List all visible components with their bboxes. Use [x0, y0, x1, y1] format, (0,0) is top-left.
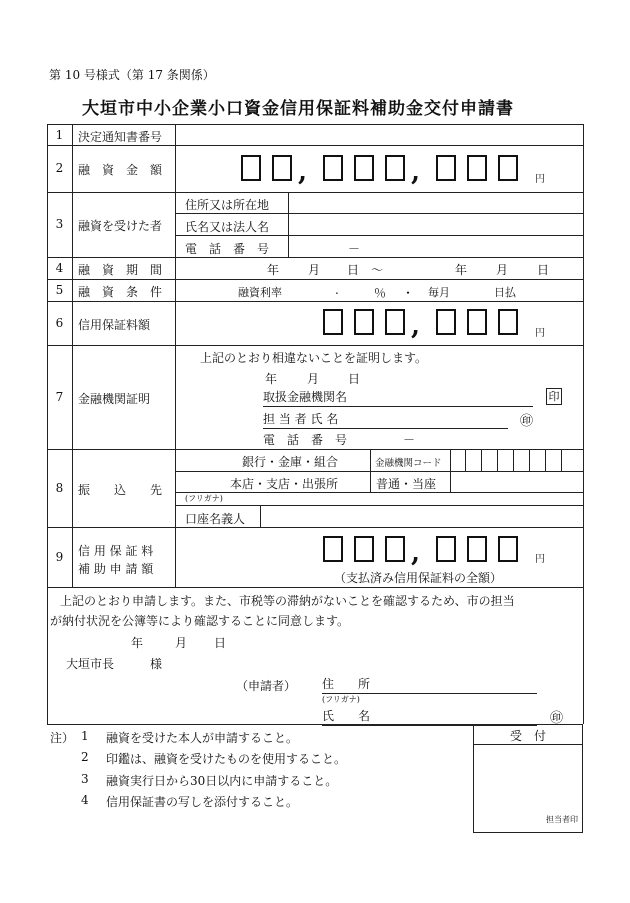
applicant-name-label: 氏 名 [322, 709, 371, 723]
seal-mark: ㊞ [550, 711, 564, 726]
phone-label: 電 話 番 号 [185, 242, 270, 256]
reception-box [473, 724, 583, 833]
certification-statement: 上記のとおり相違ないことを証明します。 [200, 351, 428, 365]
bank-name-field[interactable] [263, 388, 533, 407]
bank-phone-label: 電 話 番 号 [263, 433, 348, 447]
subsidy-note: （支払済み信用保証料の全額） [334, 571, 503, 585]
bank-code-label: 金融機関コード [375, 458, 442, 469]
decl-year: 年 [131, 636, 144, 650]
addressee: 大垣市長 様 [66, 657, 163, 671]
separator: ・ [402, 286, 415, 300]
account-type-options[interactable]: 普通・当座 [376, 477, 437, 491]
note-number: 2 [81, 750, 89, 764]
form-number: 第 10 号様式（第 17 条関係） [49, 68, 215, 82]
to-month: 月 [496, 263, 509, 277]
percent-sign: ％ [374, 286, 387, 300]
row-number: 1 [55, 128, 64, 142]
cert-year: 年 [265, 372, 278, 386]
row-label: 融 資 金 額 [78, 163, 163, 177]
row-number: 3 [55, 217, 64, 231]
row-label: 融 資 条 件 [78, 285, 163, 299]
monthly-label: 毎月 [428, 286, 450, 299]
row-label: 融 資 期 間 [78, 263, 163, 277]
form-title: 大垣市中小企業小口資金信用保証料補助金交付申請書 [82, 99, 514, 119]
furigana-label: (フリガナ) [322, 695, 360, 704]
account-holder-field[interactable] [261, 506, 582, 526]
row-number: 5 [55, 283, 64, 297]
row-number: 9 [55, 550, 64, 564]
name-field[interactable] [290, 215, 582, 233]
note-number: 4 [81, 793, 89, 807]
row-label: 融資を受けた者 [78, 219, 163, 233]
decl-day: 日 [214, 636, 227, 650]
bank-name-label: 取扱金融機関名 [263, 390, 348, 404]
notes-prefix: 注） [50, 731, 75, 745]
staff-seal-label: 担当者印 [546, 815, 578, 824]
to-day: 日 [537, 263, 550, 277]
declaration-line-2: が納付状況を公簿等により確認することに同意します。 [50, 614, 350, 628]
declaration-line-1: 上記のとおり申請します。また、市税等の滞納がないことを確認するため、市の担当 [60, 594, 515, 608]
applicant-address-label: 住 所 [322, 677, 371, 691]
phone-dash: － [348, 242, 361, 256]
branch-type-options[interactable]: 本店・支店・出張所 [230, 477, 339, 491]
row-label: 金融機関証明 [78, 392, 151, 406]
note-text: 信用保証書の写しを添付すること。 [106, 795, 299, 809]
bank-code-boxes[interactable] [450, 450, 582, 470]
yen-unit: 円 [535, 554, 545, 565]
bank-seal-box: 印 [546, 388, 562, 405]
row-number: 7 [55, 390, 64, 404]
bank-type-options[interactable]: 銀行・金庫・組合 [242, 455, 339, 469]
row-label: 信用保証料額 [78, 318, 151, 332]
row-number: 6 [55, 316, 64, 330]
seal-mark: ㊞ [520, 414, 534, 429]
phone-dash: － [403, 433, 416, 447]
address-field[interactable] [290, 194, 582, 212]
phone-field[interactable] [290, 237, 582, 255]
from-day: 日 [347, 263, 360, 277]
furigana-label: (フリガナ) [185, 494, 223, 503]
reception-title: 受 付 [509, 729, 546, 743]
person-name-label: 担 当 者 氏 名 [263, 412, 339, 426]
applicant-address-field[interactable] [322, 675, 537, 694]
account-number-field[interactable] [451, 472, 582, 491]
person-name-field[interactable] [263, 410, 508, 429]
note-text: 融資を受けた本人が申請すること。 [106, 731, 299, 745]
applicant-label: （申請者） [236, 679, 297, 693]
note-text: 融資実行日から30日以内に申請すること。 [106, 774, 338, 788]
row-number: 8 [55, 481, 64, 495]
bank-phone-field[interactable] [263, 431, 508, 450]
from-month: 月 [308, 263, 321, 277]
from-year: 年 [267, 263, 280, 277]
note-number: 3 [81, 772, 89, 786]
row-label: 振 込 先 [78, 483, 163, 497]
to-year: 年 [455, 263, 468, 277]
address-label: 住所又は所在地 [185, 198, 270, 212]
note-number: 1 [81, 729, 89, 743]
name-label: 氏名又は法人名 [185, 220, 270, 234]
period-tilde: ～ [371, 263, 384, 277]
row-label: 信 用 保 証 料 [78, 544, 154, 558]
payday-label: 日払 [494, 286, 516, 299]
decimal-dot: . [335, 283, 339, 297]
yen-unit: 円 [535, 328, 545, 339]
cert-day: 日 [348, 372, 361, 386]
account-holder-label: 口座名義人 [185, 512, 246, 526]
interest-rate-label: 融資利率 [238, 286, 282, 299]
row-number: 4 [55, 261, 64, 275]
note-text: 印鑑は、融資を受けたものを使用すること。 [106, 752, 347, 766]
yen-unit: 円 [535, 174, 545, 185]
row-number: 2 [55, 161, 64, 175]
row-label: 決定通知書番号 [78, 130, 163, 144]
decl-month: 月 [175, 636, 188, 650]
row-label: 補 助 申 請 額 [78, 562, 154, 576]
cert-month: 月 [307, 372, 320, 386]
